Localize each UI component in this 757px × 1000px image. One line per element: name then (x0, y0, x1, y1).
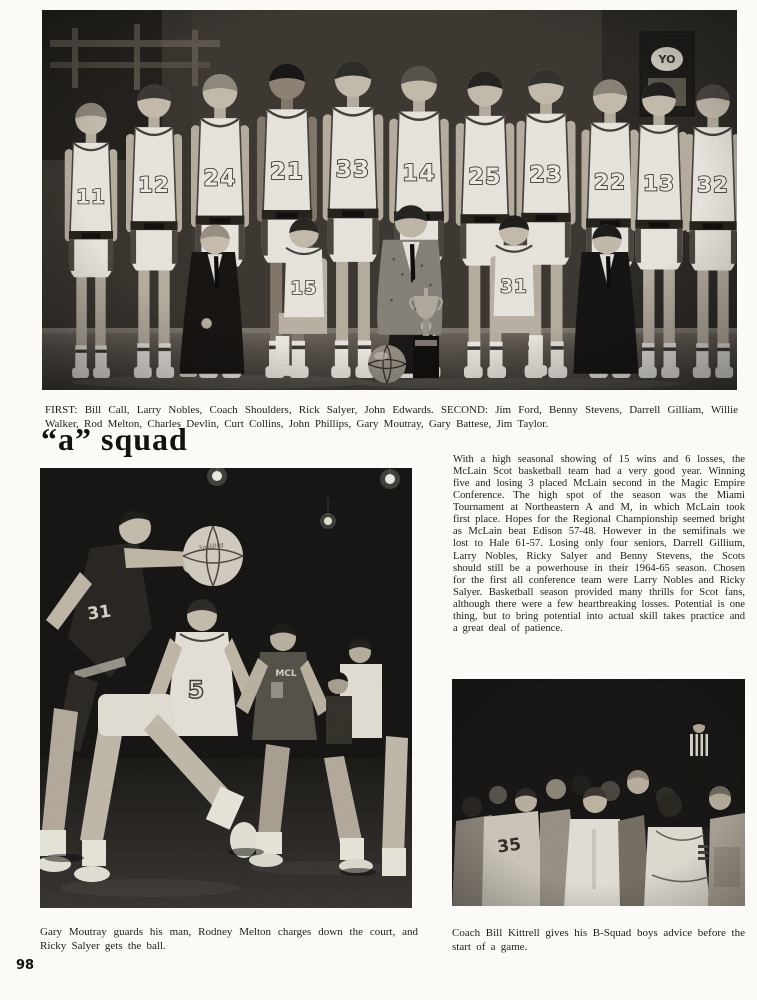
huddle-photo-caption: Coach Bill Kittrell gives his B-Squad boys advice before the start of a game. (452, 927, 745, 953)
center-jersey-number: 5 (187, 676, 205, 704)
first-row-label: FIRST: (45, 404, 78, 416)
huddle-photo (452, 679, 745, 906)
page-number: 98 (16, 958, 35, 973)
mcl-jersey-text: MCL (275, 669, 297, 679)
dark-jersey-number: 31 (86, 601, 113, 625)
first-row-names: Bill Call, Larry Nobles, Coach Shoulders, Rick Salyer, John Edwards. (77, 404, 441, 416)
action-photo (40, 468, 412, 908)
ball-brand-text: Spalding (198, 540, 225, 553)
page-title: “a” squad (41, 421, 188, 457)
article-text: With a high seasonal showing of 15 wins and 6 losses, the McLain Scot basketball team had a very good year. Winning five and losing 3 placed McLain second in the Magic Empire Conference. The high spot of the season was the Miami Tournament at Northeastern A and M, in which McLain took first place. Hopes for the Regional Championship seemed bright as McLain beat Edison 57-48. However in the semifinals we lost to Hale 61-57. Losing only four seniors, Darrell Gillium, Larry Nobles, Ricky Salyer and Benny Stevens, the Scots should still be a powerhouse in their 1964-65 season. Chosen for the first all conference team were Larry Nobles and Ricky Salyer. Basketball season provided many thrills for Scot fans, although there were a few heartbreaking losses. Potential is one thing, but to bring potential into actual skill takes practice and a great deal of patience. (453, 454, 745, 634)
team-photo (42, 10, 737, 390)
second-row-names: Jim Ford, Benny Stevens, Darrell Gilliam, Willie Walker, Rod Melton, Charles Devlin, Curt Collins, John Phillips, Gary Moutray, Gary Battese, Jim Taylor. (45, 404, 738, 430)
second-row-label: SECOND: (440, 404, 488, 416)
action-photo-caption: Gary Moutray guards his man, Rodney Melton charges down the court, and Ricky Salyer gets the ball. (40, 926, 418, 952)
